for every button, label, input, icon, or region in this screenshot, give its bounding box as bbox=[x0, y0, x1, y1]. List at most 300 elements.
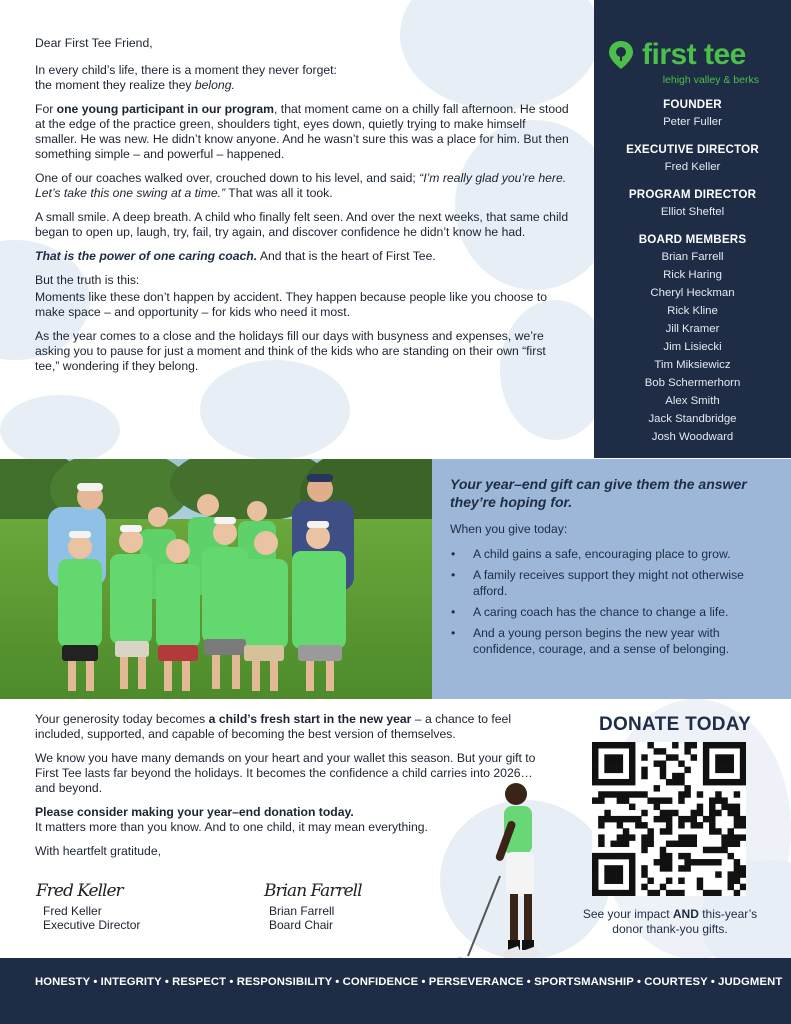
qr-module bbox=[740, 767, 746, 773]
qr-module bbox=[715, 890, 721, 896]
qr-module bbox=[604, 767, 610, 773]
qr-module bbox=[703, 847, 709, 853]
qr-module bbox=[641, 884, 647, 890]
qr-module bbox=[629, 754, 635, 760]
qr-module bbox=[721, 760, 727, 766]
qr-module bbox=[684, 859, 690, 865]
signature-block bbox=[36, 881, 141, 932]
qr-module bbox=[604, 878, 610, 884]
closing-text-span: – a chance to feel included, supported, and capable of becoming the best version of themselves. bbox=[35, 712, 512, 741]
qr-module bbox=[647, 878, 653, 884]
qr-module bbox=[598, 791, 604, 797]
qr-module bbox=[641, 834, 647, 840]
qr-module bbox=[610, 890, 616, 896]
board-member: Jack Standbridge bbox=[648, 413, 737, 425]
qr-module bbox=[604, 742, 610, 748]
qr-module bbox=[666, 822, 672, 828]
qr-module bbox=[641, 754, 647, 760]
qr-module bbox=[728, 779, 734, 785]
qr-module bbox=[691, 754, 697, 760]
group-photo bbox=[0, 459, 432, 699]
qr-module bbox=[629, 748, 635, 754]
qr-module bbox=[709, 779, 715, 785]
board-member: Tim Miksiewicz bbox=[654, 359, 731, 371]
qr-module bbox=[641, 810, 647, 816]
qr-module bbox=[715, 779, 721, 785]
letter-text: the moment they realize they bbox=[35, 78, 195, 92]
logo-text: first tee bbox=[642, 38, 746, 71]
qr-module bbox=[709, 804, 715, 810]
qr-module bbox=[604, 865, 610, 871]
qr-module bbox=[709, 822, 715, 828]
qr-module bbox=[641, 871, 647, 877]
qr-module bbox=[721, 847, 727, 853]
qr-module bbox=[654, 804, 660, 810]
letter-text: One of our coaches walked over, crouched down to his level, and said; bbox=[35, 171, 420, 185]
qr-module bbox=[740, 754, 746, 760]
qr-module bbox=[715, 859, 721, 865]
logo bbox=[608, 40, 746, 70]
qr-module bbox=[641, 847, 647, 853]
qr-module bbox=[691, 810, 697, 816]
qr-module bbox=[734, 822, 740, 828]
qr-module bbox=[703, 779, 709, 785]
qr-module bbox=[641, 791, 647, 797]
qr-module bbox=[740, 865, 746, 871]
qr-module bbox=[592, 767, 598, 773]
qr-module bbox=[635, 791, 641, 797]
qr-module bbox=[684, 785, 690, 791]
qr-module bbox=[592, 760, 598, 766]
qr-caption bbox=[575, 907, 765, 937]
qr-module bbox=[728, 828, 734, 834]
qr-module bbox=[728, 834, 734, 840]
qr-module bbox=[592, 742, 598, 748]
qr-module bbox=[728, 767, 734, 773]
qr-module bbox=[610, 779, 616, 785]
qr-module bbox=[617, 816, 623, 822]
appeal-bullet: • A caring coach has the chance to change a life. bbox=[450, 604, 771, 620]
qr-module bbox=[728, 810, 734, 816]
qr-module bbox=[715, 767, 721, 773]
qr-module bbox=[666, 828, 672, 834]
qr-module bbox=[617, 760, 623, 766]
qr-module bbox=[721, 841, 727, 847]
qr-module bbox=[629, 760, 635, 766]
qr-module bbox=[647, 890, 653, 896]
program-director-label: PROGRAM DIRECTOR bbox=[628, 188, 757, 201]
qr-module bbox=[672, 841, 678, 847]
qr-module bbox=[610, 754, 616, 760]
qr-module bbox=[678, 822, 684, 828]
board-members-label: BOARD MEMBERS bbox=[638, 233, 747, 246]
qr-module bbox=[721, 797, 727, 803]
qr-module bbox=[697, 822, 703, 828]
qr-module bbox=[617, 754, 623, 760]
qr-module bbox=[598, 853, 604, 859]
letter-paragraph: A small smile. A deep breath. A child who finally felt seen. And over the next weeks, that same child began to open up, laugh, try, fail, try again, and discover confidence he didn’t know he had. bbox=[35, 210, 569, 239]
qr-module bbox=[678, 816, 684, 822]
qr-module bbox=[610, 791, 616, 797]
qr-module bbox=[617, 767, 623, 773]
qr-module bbox=[703, 748, 709, 754]
qr-module bbox=[592, 773, 598, 779]
qr-module bbox=[660, 859, 666, 865]
qr-module bbox=[629, 816, 635, 822]
qr-module bbox=[715, 810, 721, 816]
qr-module bbox=[647, 834, 653, 840]
qr-module bbox=[629, 779, 635, 785]
coach-quote: “I’m really glad you’re here. Let’s take this one swing at a time.” bbox=[35, 171, 567, 200]
qr-module bbox=[691, 834, 697, 840]
qr-module bbox=[740, 871, 746, 877]
qr-module bbox=[709, 847, 715, 853]
footer bbox=[0, 958, 791, 1024]
qr-module bbox=[666, 816, 672, 822]
qr-module bbox=[734, 791, 740, 797]
qr-module bbox=[709, 797, 715, 803]
qr-module bbox=[660, 760, 666, 766]
qr-module bbox=[734, 878, 740, 884]
executive-director-name: Fred Keller bbox=[664, 161, 721, 173]
qr-module bbox=[598, 779, 604, 785]
signer-name: Brian Farrell bbox=[269, 904, 335, 918]
qr-module bbox=[672, 890, 678, 896]
qr-module bbox=[666, 853, 672, 859]
qr-module bbox=[610, 816, 616, 822]
appeal-bullet: • A child gains a safe, encouraging place to grow. bbox=[450, 546, 771, 562]
qr-module bbox=[604, 810, 610, 816]
qr-module bbox=[734, 742, 740, 748]
letter-emphasis: That is the power of one caring coach. bbox=[35, 249, 258, 263]
founder-name: Peter Fuller bbox=[663, 116, 722, 128]
qr-module bbox=[592, 865, 598, 871]
executive-director-label: EXECUTIVE DIRECTOR bbox=[626, 143, 759, 156]
qr-module bbox=[740, 822, 746, 828]
qr-module bbox=[721, 742, 727, 748]
qr-module bbox=[697, 859, 703, 865]
qr-module bbox=[604, 760, 610, 766]
qr-module bbox=[703, 767, 709, 773]
qr-module bbox=[728, 742, 734, 748]
qr-module bbox=[592, 884, 598, 890]
qr-module bbox=[715, 828, 721, 834]
letter-paragraph: As the year comes to a close and the holidays fill our days with busyness and expenses, we’re asking you to pause for just a moment and think of the kids who are standing on their own “first tee,” wondering if they belong. bbox=[35, 329, 546, 373]
letter-body bbox=[35, 36, 570, 383]
qr-module bbox=[623, 841, 629, 847]
qr-module bbox=[617, 822, 623, 828]
appeal-bullet: • A family receives support they might not otherwise afford. bbox=[450, 567, 771, 599]
qr-module bbox=[592, 871, 598, 877]
qr-module bbox=[684, 742, 690, 748]
qr-module bbox=[709, 742, 715, 748]
closing-text-span: It matters more than you know. And to one child, it may mean everything. bbox=[35, 820, 428, 834]
qr-module bbox=[684, 865, 690, 871]
qr-module bbox=[734, 816, 740, 822]
qr-module bbox=[734, 890, 740, 896]
qr-module bbox=[691, 822, 697, 828]
background-blob bbox=[0, 395, 120, 465]
qr-module bbox=[678, 760, 684, 766]
qr-module bbox=[660, 797, 666, 803]
qr-module bbox=[641, 841, 647, 847]
signer-title: Executive Director bbox=[43, 918, 141, 932]
qr-module bbox=[666, 890, 672, 896]
qr-module bbox=[654, 890, 660, 896]
qr-module bbox=[715, 797, 721, 803]
qr-module bbox=[610, 841, 616, 847]
qr-module bbox=[684, 816, 690, 822]
qr-module bbox=[592, 748, 598, 754]
qr-module bbox=[734, 859, 740, 865]
qr-module bbox=[592, 779, 598, 785]
qr-module bbox=[629, 878, 635, 884]
qr-module bbox=[697, 878, 703, 884]
qr-module bbox=[678, 865, 684, 871]
qr-module bbox=[740, 773, 746, 779]
qr-module bbox=[604, 871, 610, 877]
letter-paragraph bbox=[35, 249, 570, 264]
qr-module bbox=[660, 865, 666, 871]
qr-module bbox=[672, 773, 678, 779]
board-member: Bob Schermerhorn bbox=[644, 377, 741, 389]
qr-module bbox=[715, 791, 721, 797]
qr-module bbox=[691, 816, 697, 822]
qr-module bbox=[715, 760, 721, 766]
qr-module bbox=[660, 810, 666, 816]
qr-module bbox=[654, 748, 660, 754]
qr-module bbox=[660, 847, 666, 853]
qr-module bbox=[734, 810, 740, 816]
qr-module bbox=[666, 865, 672, 871]
greeting: Dear First Tee Friend, bbox=[35, 36, 153, 50]
qr-module bbox=[617, 878, 623, 884]
qr-module bbox=[740, 884, 746, 890]
qr-module bbox=[647, 742, 653, 748]
qr-module bbox=[654, 760, 660, 766]
qr-module bbox=[721, 754, 727, 760]
qr-module bbox=[654, 859, 660, 865]
donate-title: DONATE TODAY bbox=[598, 714, 752, 735]
qr-module bbox=[709, 890, 715, 896]
closing-bold: a child’s fresh start in the new year bbox=[208, 712, 412, 726]
qr-module bbox=[684, 748, 690, 754]
qr-module bbox=[678, 773, 684, 779]
letter-text: For bbox=[35, 102, 57, 116]
qr-module bbox=[635, 816, 641, 822]
qr-module bbox=[654, 816, 660, 822]
qr-module bbox=[660, 773, 666, 779]
qr-module bbox=[617, 841, 623, 847]
qr-module bbox=[623, 890, 629, 896]
qr-module bbox=[666, 841, 672, 847]
qr-module bbox=[635, 822, 641, 828]
letter-paragraph bbox=[35, 102, 570, 162]
qr-module bbox=[678, 791, 684, 797]
qr-module bbox=[666, 859, 672, 865]
qr-module bbox=[654, 785, 660, 791]
appeal-intro: When you give today: bbox=[450, 522, 568, 536]
letter-paragraph bbox=[35, 171, 570, 201]
location-pin-icon bbox=[608, 40, 634, 70]
qr-module bbox=[598, 841, 604, 847]
qr-module bbox=[641, 773, 647, 779]
qr-module bbox=[629, 804, 635, 810]
qr-module bbox=[672, 779, 678, 785]
qr-module bbox=[598, 834, 604, 840]
qr-module bbox=[703, 816, 709, 822]
qr-module bbox=[703, 742, 709, 748]
board-member: Jill Kramer bbox=[665, 323, 720, 335]
qr-module bbox=[721, 767, 727, 773]
qr-module bbox=[592, 853, 598, 859]
qr-module bbox=[715, 847, 721, 853]
letter-paragraph bbox=[35, 63, 570, 93]
qr-module bbox=[629, 884, 635, 890]
letter-text: And that is the heart of First Tee. bbox=[257, 249, 436, 263]
closing-paragraph: We know you have many demands on your heart and your wallet this season. But your gift to First Tee lasts far beyond the holidays. It becomes the confidence a child carries into 2026… and beyond. bbox=[35, 751, 536, 795]
qr-module bbox=[715, 871, 721, 877]
qr-module bbox=[604, 754, 610, 760]
qr-module bbox=[617, 890, 623, 896]
qr-module bbox=[740, 760, 746, 766]
qr-module bbox=[617, 853, 623, 859]
qr-module bbox=[617, 871, 623, 877]
qr-module bbox=[617, 834, 623, 840]
letter-paragraph: Moments like these don’t happen by accident. They happen because people like you choose to make space – and opportunity – for kids who need it most. bbox=[35, 290, 547, 319]
qr-module bbox=[672, 754, 678, 760]
qr-module bbox=[728, 884, 734, 890]
qr-module bbox=[623, 779, 629, 785]
qr-module bbox=[703, 760, 709, 766]
qr-module bbox=[666, 810, 672, 816]
qr-code[interactable] bbox=[592, 742, 746, 896]
board-member: Josh Woodward bbox=[651, 431, 734, 443]
appeal-bullet: • And a young person begins the new year with confidence, courage, and a sense of belonging. bbox=[450, 625, 771, 657]
qr-module bbox=[666, 754, 672, 760]
qr-module bbox=[592, 859, 598, 865]
qr-module bbox=[691, 742, 697, 748]
qr-module bbox=[629, 773, 635, 779]
qr-module bbox=[660, 748, 666, 754]
qr-module bbox=[610, 742, 616, 748]
qr-module bbox=[709, 828, 715, 834]
qr-module bbox=[678, 890, 684, 896]
letter-paragraph: But the truth is this: bbox=[35, 273, 140, 287]
qr-module bbox=[647, 828, 653, 834]
qr-module bbox=[660, 884, 666, 890]
closing-paragraph bbox=[35, 712, 555, 742]
qr-module bbox=[678, 834, 684, 840]
closing-text-span: Your generosity today becomes bbox=[35, 712, 209, 726]
qr-module bbox=[734, 865, 740, 871]
founder-label: FOUNDER bbox=[663, 98, 722, 111]
qr-module bbox=[666, 779, 672, 785]
qr-module bbox=[610, 871, 616, 877]
letter-bold: one young participant in our program bbox=[56, 102, 275, 116]
qr-code-icon[interactable] bbox=[592, 742, 746, 896]
qr-module bbox=[734, 834, 740, 840]
signature-image: Brian Farrell bbox=[264, 881, 362, 901]
qr-module bbox=[740, 748, 746, 754]
letter-text: , that moment came on a chilly fall afternoon. He stood at the edge of the practice green, shoulders tight, eyes down, quietly trying to make himself smaller. He was new. He didn’t know anyone. And he wasn’t sure this was a place for him. But then something simple – and powerful – happened. bbox=[35, 102, 569, 161]
signature-image: Fred Keller bbox=[36, 881, 123, 901]
qr-module bbox=[691, 859, 697, 865]
qr-module bbox=[721, 779, 727, 785]
qr-module bbox=[684, 834, 690, 840]
qr-module bbox=[623, 828, 629, 834]
qr-module bbox=[734, 871, 740, 877]
qr-module bbox=[734, 841, 740, 847]
board-members-list bbox=[594, 250, 791, 444]
qr-module bbox=[610, 760, 616, 766]
qr-module bbox=[728, 878, 734, 884]
qr-module bbox=[666, 797, 672, 803]
qr-module bbox=[697, 804, 703, 810]
qr-module bbox=[617, 779, 623, 785]
qr-module bbox=[697, 791, 703, 797]
qr-module bbox=[678, 797, 684, 803]
qr-module bbox=[604, 816, 610, 822]
qr-module bbox=[592, 878, 598, 884]
qr-module bbox=[740, 742, 746, 748]
qr-module bbox=[734, 804, 740, 810]
board-member: Cheryl Heckman bbox=[650, 287, 735, 299]
qr-module bbox=[740, 779, 746, 785]
qr-module bbox=[709, 810, 715, 816]
qr-module bbox=[610, 767, 616, 773]
qr-module bbox=[629, 767, 635, 773]
letter-text: In every child’s life, there is a moment they never forget: bbox=[35, 63, 337, 77]
qr-module bbox=[660, 816, 666, 822]
qr-module bbox=[617, 742, 623, 748]
closing-bold: Please consider making your year–end donation today. bbox=[35, 805, 354, 819]
qr-module bbox=[709, 859, 715, 865]
signer-name: Fred Keller bbox=[43, 904, 102, 918]
qr-module bbox=[623, 797, 629, 803]
qr-module bbox=[617, 797, 623, 803]
qr-module bbox=[629, 871, 635, 877]
qr-module bbox=[728, 871, 734, 877]
qr-module bbox=[691, 841, 697, 847]
program-director-name: Elliot Sheftel bbox=[660, 206, 725, 218]
qr-module bbox=[604, 779, 610, 785]
qr-module bbox=[647, 841, 653, 847]
qr-module bbox=[629, 742, 635, 748]
qr-module bbox=[598, 816, 604, 822]
qr-module bbox=[629, 865, 635, 871]
qr-module bbox=[734, 779, 740, 785]
leadership-list bbox=[594, 98, 791, 444]
qr-module bbox=[641, 865, 647, 871]
logo-subtitle: lehigh valley & berks bbox=[662, 74, 759, 86]
qr-module bbox=[697, 810, 703, 816]
qr-module bbox=[728, 841, 734, 847]
qr-module bbox=[740, 816, 746, 822]
caption-bold: AND bbox=[672, 907, 699, 921]
board-member: Jim Lisiecki bbox=[663, 341, 722, 353]
qr-module bbox=[728, 853, 734, 859]
board-member: Rick Haring bbox=[663, 269, 722, 281]
qr-module bbox=[617, 865, 623, 871]
qr-module bbox=[728, 804, 734, 810]
qr-module bbox=[623, 816, 629, 822]
board-member: Alex Smith bbox=[665, 395, 720, 407]
qr-module bbox=[623, 834, 629, 840]
qr-module bbox=[629, 859, 635, 865]
qr-module bbox=[715, 742, 721, 748]
sidebar bbox=[594, 0, 791, 458]
